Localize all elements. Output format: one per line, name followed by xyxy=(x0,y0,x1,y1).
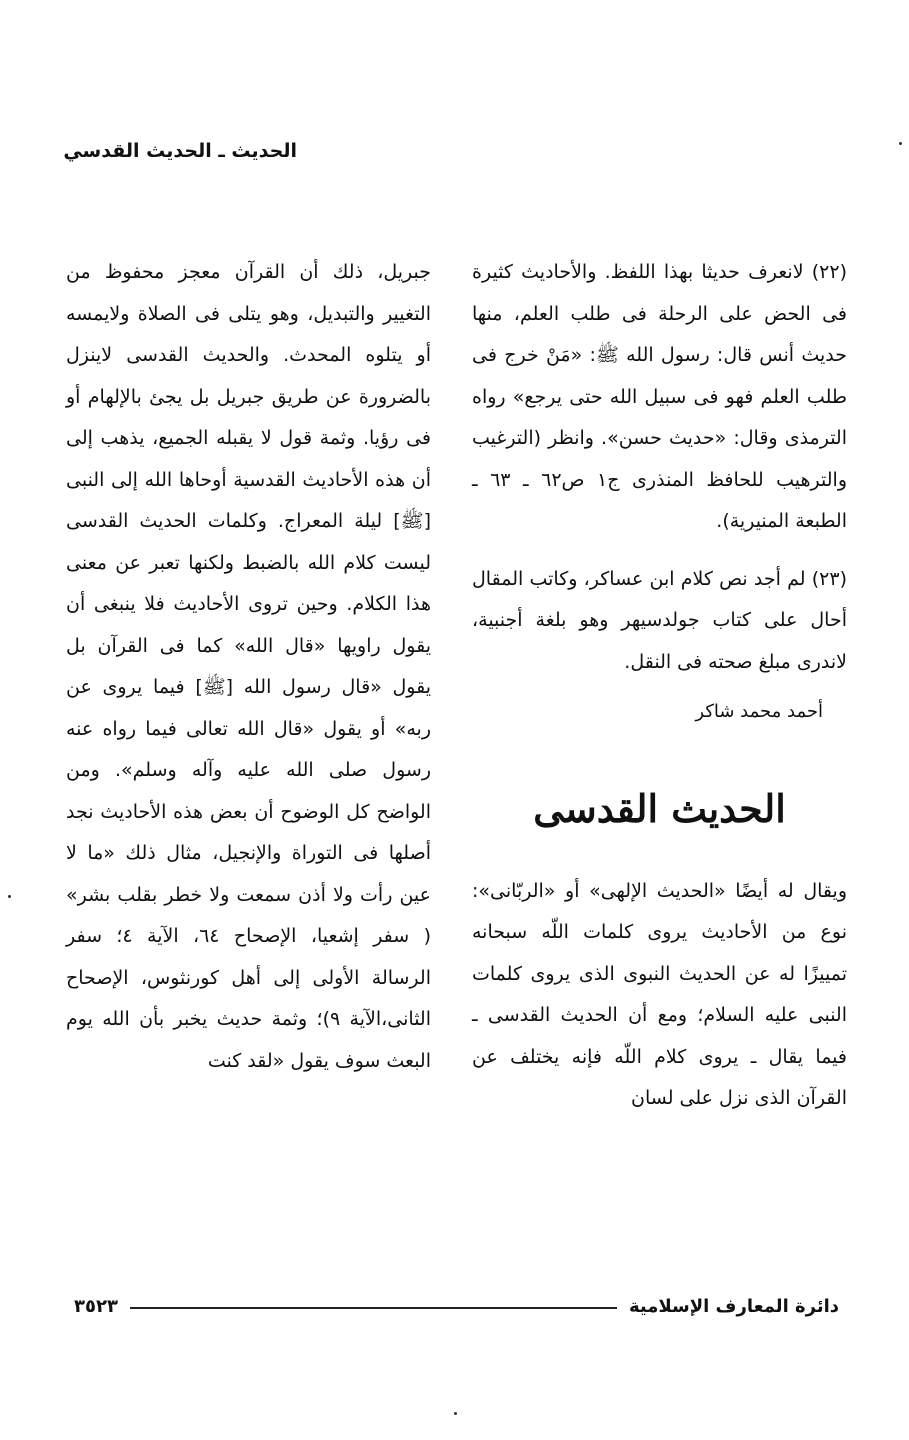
right-column xyxy=(472,252,847,1120)
scan-speck xyxy=(8,895,11,898)
page-number: ٣٥٢٣ xyxy=(74,1295,118,1317)
running-header: الحديث ـ الحديث القدسي xyxy=(63,140,297,162)
footnote-23: (٢٣) لم أجد نص كلام ابن عساكر، وكاتب المقال أحال على كتاب جولدسيهر وهو بلغة أجنبية، لاندرى مبلغ صحته فى النقل. xyxy=(472,567,847,673)
publication-name: دائرة المعارف الإسلامية xyxy=(628,1295,839,1317)
article-body-start: ويقال له أيضًا «الحديث الإلهى» أو «الربّانى»: نوع من الأحاديث يروى كلمات اللّه سبحانه تمييزًا له عن الحديث النبوى الذى يروى كلمات النبى عليه السلام؛ ومع أن الحديث القدسى ـ فيما يقال ـ يروى كلام اللّه فإنه يختلف عن القرآن الذى نزل على لسان xyxy=(472,879,847,1109)
scan-speck xyxy=(454,1412,457,1415)
section-title: الحديث القدسى xyxy=(533,785,786,831)
footnote-22: (٢٢) لانعرف حديثا بهذا اللفظ. والأحاديث كثيرة فى الحض على الرحلة فى طلب العلم، منها حديث أنس قال: رسول الله ﷺ: «مَنْ خرج فى طلب العلم فهو فى سبيل الله حتى يرجع» رواه الترمذى وقال: «حديث حسن». وانظر (الترغيب والترهيب للحافظ المنذرى ج١ ص٦٢ ـ ٦٣ ـ الطبعة المنيرية). xyxy=(472,261,848,532)
footer-rule xyxy=(130,1307,617,1309)
author-signature: أحمد محمد شاكر xyxy=(695,701,823,722)
page-footer xyxy=(74,1294,839,1318)
left-column xyxy=(66,252,431,1082)
article-body-continued: جبريل، ذلك أن القرآن معجز محفوظ من التغيير والتبديل، وهو يتلى فى الصلاة ولايمسه أو يتلوه المحدث. والحديث القدسى لاينزل بالضرورة عن طريق جبريل بل يجئ بالإلهام أو فى رؤيا. وثمة قول لا يقبله الجميع، يذهب إلى أن هذه الأحاديث القدسية أوحاها الله إلى النبى [ﷺ] ليلة المعراج. وكلمات الحديث القدسى ليست كلام الله بالضبط ولكنها تعبر عن معنى هذا الكلام. وحين تروى الأحاديث فلا ينبغى أن يقول راويها «قال الله» كما فى القرآن بل يقول «قال رسول الله [ﷺ] فيما يروى عن ربه» أو يقول «قال الله تعالى فيما رواه عنه رسول صلى الله عليه وآله وسلم». ومن الواضح كل الوضوح أن بعض هذه الأحاديث نجد أصلها فى التوراة والإنجيل، مثال ذلك «ما لا عين رأت ولا أذن سمعت ولا خطر بقلب بشر» ( سفر إشعيا، الإصحاح ٦٤، الآية ٤؛ سفر الرسالة الأولى إلى أهل كورنثوس، الإصحاح الثانى،الآية ٩)؛ وثمة حديث يخبر بأن الله يوم البعث سوف يقول «لقد كنت xyxy=(66,261,431,1072)
scan-speck xyxy=(899,142,902,145)
